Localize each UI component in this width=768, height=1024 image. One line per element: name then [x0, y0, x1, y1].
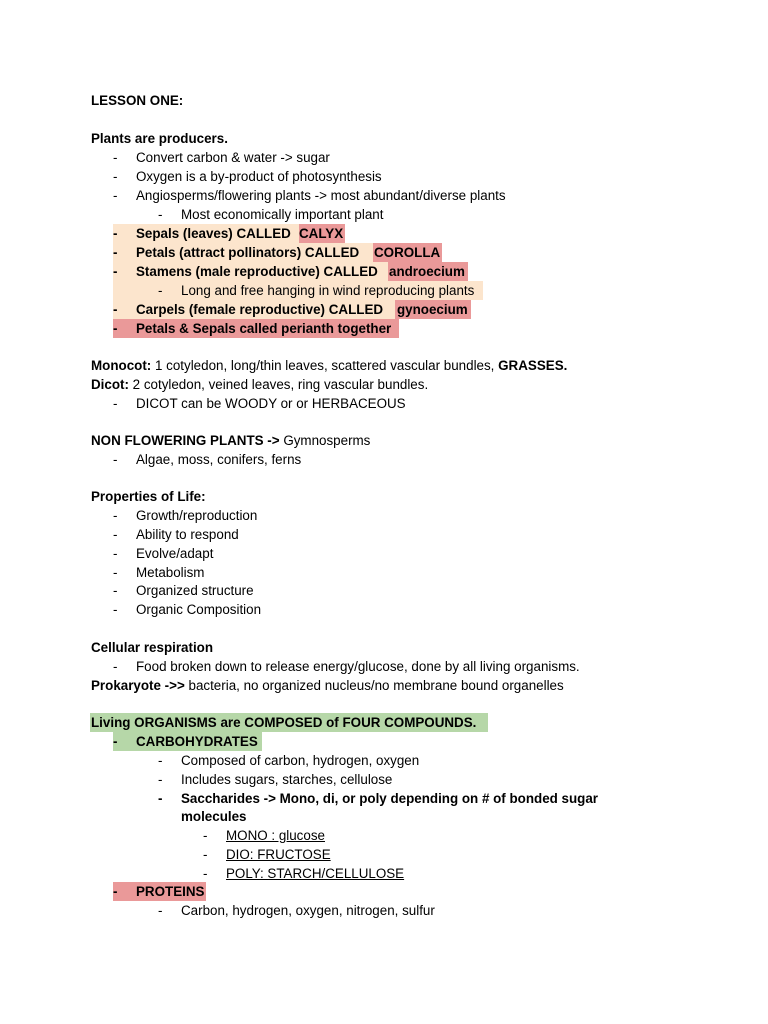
item-text: Most economically important plant: [181, 207, 384, 222]
monocot-label: Monocot:: [91, 358, 152, 373]
item-text: Algae, moss, conifers, ferns: [136, 452, 302, 467]
non-flowering-text: Gymnosperms: [279, 433, 371, 448]
bullet-dash: -: [203, 866, 208, 881]
perianth-text: Petals & Sepals called perianth together: [136, 321, 392, 336]
item-text: Growth/reproduction: [136, 508, 258, 523]
bullet-dash: -: [158, 283, 163, 298]
monocot-line: [91, 356, 567, 375]
item-text: Ability to respond: [136, 527, 239, 542]
proteins-label: PROTEINS: [136, 884, 205, 899]
bullet-dash: -: [113, 264, 118, 279]
respiration-heading: Cellular respiration: [91, 640, 214, 655]
lesson-title: LESSON ONE:: [91, 93, 184, 108]
non-flowering-label: NON FLOWERING PLANTS ->: [91, 433, 280, 448]
bullet-dash: -: [113, 188, 118, 203]
bullet-dash: -: [113, 734, 118, 749]
item-text: Oxygen is a by-product of photosynthesis: [136, 169, 382, 184]
item-text: Includes sugars, starches, cellulose: [181, 772, 393, 787]
sepals-text: Sepals (leaves) CALLED: [136, 226, 291, 241]
bullet-dash: -: [203, 828, 208, 843]
bullet-dash: -: [113, 302, 118, 317]
bullet-dash: -: [113, 583, 118, 598]
carpels-text: Carpels (female reproductive) CALLED: [136, 302, 384, 317]
item-text: Organized structure: [136, 583, 254, 598]
carbohydrates-label: CARBOHYDRATES: [136, 734, 258, 749]
bullet-dash: -: [113, 527, 118, 542]
bullet-dash: -: [113, 659, 118, 674]
item-text: Food broken down to release energy/glucose, done by all living organisms.: [136, 659, 580, 674]
bullet-dash: -: [113, 565, 118, 580]
bullet-dash: -: [113, 245, 118, 260]
item-text: DICOT can be WOODY or or HERBACEOUS: [136, 396, 406, 411]
bullet-dash: -: [113, 546, 118, 561]
item-text: Long and free hanging in wind reproducing plants: [181, 283, 475, 298]
compounds-heading: Living ORGANISMS are COMPOSED of FOUR COMPOUNDS.: [91, 715, 477, 730]
dicot-text: 2 cotyledon, veined leaves, ring vascular bundles.: [128, 377, 429, 392]
non-flowering-line: [91, 431, 370, 450]
bullet-dash: -: [113, 396, 118, 411]
sugar-type: MONO : glucose: [226, 828, 325, 843]
prokaryote-line: [91, 676, 564, 695]
dicot-line: [91, 375, 428, 394]
bullet-dash: -: [113, 508, 118, 523]
item-text: Composed of carbon, hydrogen, oxygen: [181, 753, 420, 768]
corolla-term: COROLLA: [374, 245, 441, 260]
item-text: Organic Composition: [136, 602, 262, 617]
item-text: Convert carbon & water -> sugar: [136, 150, 330, 165]
bullet-dash: -: [113, 169, 118, 184]
bullet-dash: -: [113, 884, 118, 899]
bullet-dash: -: [113, 321, 118, 336]
bullet-dash: -: [158, 753, 163, 768]
stamens-text: Stamens (male reproductive) CALLED: [136, 264, 378, 279]
bullet-dash: -: [158, 903, 163, 918]
bullet-dash: -: [158, 772, 163, 787]
bullet-dash: -: [158, 791, 163, 806]
item-text: Carbon, hydrogen, oxygen, nitrogen, sulfur: [181, 903, 435, 918]
saccharides-text: Saccharides -> Mono, di, or poly depending on # of bonded sugar: [181, 791, 599, 806]
bullet-dash: -: [113, 226, 118, 241]
androecium-term: androecium: [389, 264, 465, 279]
petals-text: Petals (attract pollinators) CALLED: [136, 245, 360, 260]
calyx-term: CALYX: [299, 226, 344, 241]
item-text: Evolve/adapt: [136, 546, 214, 561]
producers-heading: Plants are producers.: [91, 131, 228, 146]
item-text: Angiosperms/flowering plants -> most abundant/diverse plants: [136, 188, 506, 203]
properties-heading: Properties of Life:: [91, 489, 206, 504]
bullet-dash: -: [203, 847, 208, 862]
gynoecium-term: gynoecium: [397, 302, 468, 317]
monocot-emph: GRASSES.: [498, 358, 568, 373]
sugar-type: POLY: STARCH/CELLULOSE: [226, 866, 405, 881]
item-text: Metabolism: [136, 565, 205, 580]
saccharides-text-cont: molecules: [181, 809, 247, 824]
sugar-type: DIO: FRUCTOSE: [226, 847, 331, 862]
monocot-text: 1 cotyledon, long/thin leaves, scattered vascular bundles,: [151, 358, 499, 373]
prokaryote-text: bacteria, no organized nucleus/no membrane bound organelles: [184, 678, 564, 693]
prokaryote-label: Prokaryote ->>: [91, 678, 185, 693]
bullet-dash: -: [158, 207, 163, 222]
bullet-dash: -: [113, 602, 118, 617]
bullet-dash: -: [113, 452, 118, 467]
dicot-label: Dicot:: [91, 377, 129, 392]
bullet-dash: -: [113, 150, 118, 165]
